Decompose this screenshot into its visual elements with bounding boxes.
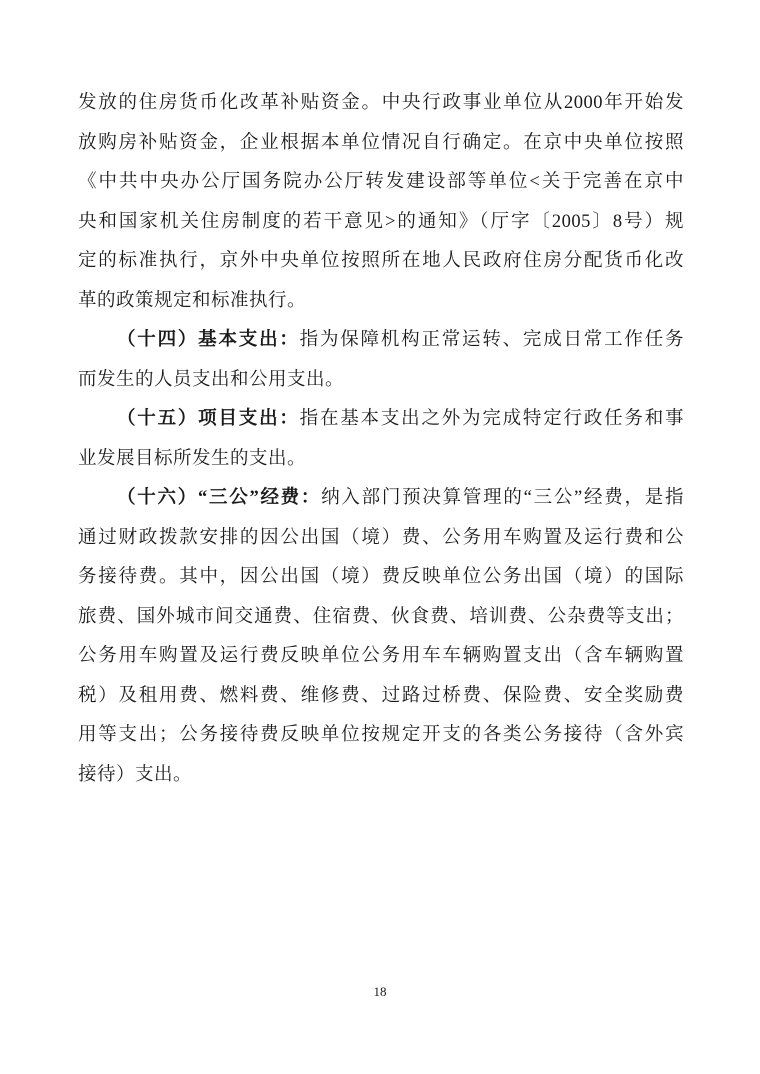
text-line: 央和国家机关住房制度的若干意见>的通知》（厅字〔2005〕8号）规	[78, 211, 684, 232]
text-line: 定的标准执行，京外中央单位按照所在地人民政府住房分配货币化改	[78, 251, 684, 271]
text-line: 公务用车购置及运行费反映单位公务用车车辆购置支出（含车辆购置	[78, 646, 684, 666]
page-number: 18	[373, 984, 387, 999]
text-line: 革的政策规定和标准执行。	[78, 290, 307, 311]
text-line: 税）及租用费、燃料费、维修费、过路过桥费、保险费、安全奖励费	[78, 685, 684, 706]
text-line: 而发生的人员支出和公用支出。	[78, 369, 345, 390]
text-line: 用等支出；公务接待费反映单位按规定开支的各类公务接待（含外宾	[78, 725, 684, 745]
text-line: 接待）支出。	[78, 764, 193, 785]
term-label: （十四）基本支出：	[117, 330, 300, 350]
paragraph-housing-subsidy	[78, 84, 684, 321]
term-label: （十五）项目支出：	[117, 409, 300, 429]
paragraph-project-expenditure	[78, 400, 684, 479]
term-label: （十六）“三公”经费：	[117, 488, 322, 508]
text-line: 业发展目标所发生的支出。	[78, 448, 307, 469]
text-line: 发放的住房货币化改革补贴资金。中央行政事业单位从2000年开始发	[78, 93, 684, 113]
text-line: 务接待费。其中，因公出国（境）费反映单位公务出国（境）的国际	[78, 567, 684, 587]
text-line: 通过财政拨款安排的因公出国（境）费、公务用车购置及运行费和公	[78, 527, 684, 548]
text-line	[78, 400, 684, 440]
text-line	[78, 479, 684, 519]
document-body	[78, 84, 684, 795]
text-line: 放购房补贴资金，企业根据本单位情况自行确定。在京中央单位按照	[78, 132, 684, 153]
paragraph-basic-expenditure	[78, 321, 684, 400]
text-line: 旅费、国外城市间交通费、住宿费、伙食费、培训费、公杂费等支出；	[78, 606, 684, 627]
term-definition: 指为保障机构正常运转、完成日常工作任务	[299, 330, 684, 350]
term-definition: 纳入部门预决算管理的“三公”经费，是指	[321, 488, 684, 508]
paragraph-three-public-funds	[78, 479, 684, 795]
term-definition: 指在基本支出之外为完成特定行政任务和事	[299, 409, 684, 429]
text-line	[78, 321, 684, 361]
text-line: 《中共中央办公厅国务院办公厅转发建设部等单位<关于完善在京中	[78, 172, 684, 192]
